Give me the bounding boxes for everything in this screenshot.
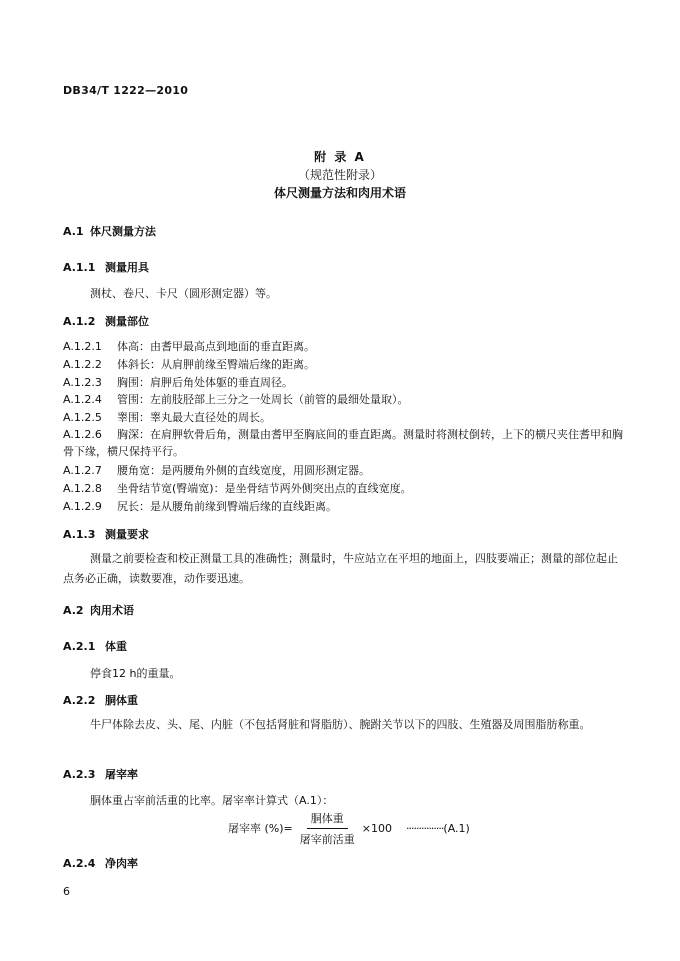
page-number: 6	[63, 885, 70, 898]
list-item	[63, 426, 623, 460]
subsection-title: 净肉率	[105, 857, 138, 870]
item-text: 睾围：睾丸最大直径处的周长。	[117, 411, 271, 424]
subsection-a11-heading	[63, 259, 149, 275]
subsection-number: A.2.2	[63, 694, 96, 707]
subsection-title: 测量部位	[105, 315, 149, 328]
subsection-a24-heading	[63, 855, 138, 871]
item-number: A.1.2.7	[63, 464, 102, 477]
paragraph-a11: 测杖、卷尺、卡尺（圆形测定器）等。	[90, 287, 277, 300]
item-text: 体高：由耆甲最高点到地面的垂直距离。	[117, 340, 315, 353]
subsection-number: A.2.3	[63, 768, 96, 781]
subsection-title: 体重	[105, 640, 127, 653]
section-title: 肉用术语	[90, 604, 134, 617]
document-code: DB34/T 1222—2010	[63, 84, 189, 97]
subsection-title: 测量要求	[105, 528, 149, 541]
section-number: A.1	[63, 225, 84, 238]
subsection-number: A.1.3	[63, 528, 96, 541]
paragraph-a22: 牛尸体除去皮、头、尾、内脏（不包括肾脏和肾脂肪）、腕跗关节以下的四肢、生殖器及周围脂肪称重。	[90, 718, 591, 731]
item-number: A.1.2.9	[63, 500, 102, 513]
item-text: 坐骨结节宽(臀端宽)：是坐骨结节两外侧突出点的直线宽度。	[117, 482, 412, 495]
item-text: 管围：左前肢胫部上三分之一处周长（前管的最细处量取）。	[117, 393, 409, 406]
appendix-subtitle: 体尺测量方法和肉用术语	[273, 186, 406, 200]
subsection-a13-heading	[63, 526, 149, 542]
subsection-a22-heading	[63, 692, 138, 708]
item-number: A.1.2.8	[63, 482, 102, 495]
subsection-a23-heading	[63, 766, 138, 782]
item-text: 体斜长：从肩胛前缘至臀端后缘的距离。	[117, 358, 315, 371]
item-number: A.1.2.5	[63, 411, 102, 424]
appendix-title: 附 录 A	[314, 150, 366, 164]
paragraph-a21: 停食12 h的重量。	[90, 667, 181, 680]
list-item	[63, 338, 315, 354]
formula-label: (A.1)	[443, 821, 470, 835]
formula-leader-dots: ···············	[405, 821, 444, 835]
subsection-title: 屠宰率	[105, 768, 138, 781]
list-item	[63, 374, 293, 390]
subsection-a21-heading	[63, 638, 127, 654]
subsection-title: 测量用具	[105, 261, 149, 274]
list-item	[63, 391, 409, 407]
item-text: 胸围：肩胛后角处体躯的垂直周径。	[117, 376, 293, 389]
paragraph-a13: 测量之前要检查和校正测量工具的准确性；测量时，牛应站立在平坦的地面上，四肢要端正；测量的部位起止点务必正确，读数要准，动作要迅速。	[63, 552, 618, 585]
list-item	[63, 498, 337, 514]
paragraph-a23: 胴体重占宰前活重的比率。屠宰率计算式（A.1）：	[90, 794, 334, 807]
formula-denominator: 屠宰前活重	[299, 832, 355, 846]
item-text: 腰角宽：是两腰角外侧的直线宽度，用圆形测定器。	[117, 464, 370, 477]
list-item	[63, 409, 271, 425]
item-text: 尻长：是从腰角前缘到臀端后缘的直线距离。	[117, 500, 337, 513]
subsection-a12-heading	[63, 313, 149, 329]
item-number: A.1.2.3	[63, 376, 102, 389]
item-number: A.1.2.4	[63, 393, 102, 406]
subsection-title: 胴体重	[105, 694, 138, 707]
section-number: A.2	[63, 604, 84, 617]
list-item	[63, 480, 412, 496]
formula-lhs: 屠宰率 (%)=	[228, 822, 293, 835]
subsection-number: A.2.1	[63, 640, 96, 653]
formula-numerator: 胴体重	[307, 810, 348, 829]
section-a2-heading	[63, 602, 134, 618]
section-a1-heading	[63, 223, 156, 239]
list-item	[63, 356, 315, 372]
item-number: A.1.2.6	[63, 428, 102, 441]
list-item	[63, 462, 370, 478]
formula-multiplier: ×100	[361, 821, 392, 835]
subsection-number: A.1.1	[63, 261, 96, 274]
subsection-number: A.1.2	[63, 315, 96, 328]
formula-fraction	[296, 810, 359, 847]
subsection-number: A.2.4	[63, 857, 96, 870]
appendix-type: （规范性附录）	[297, 168, 382, 182]
item-text: 胸深：在肩胛软骨后角，测量由耆甲至胸底间的垂直距离。测量时将测杖倒转，上下的横尺夹住耆甲和胸骨下缘，横尺保持平行。	[63, 428, 623, 458]
item-number: A.1.2.1	[63, 340, 102, 353]
item-number: A.1.2.2	[63, 358, 102, 371]
section-title: 体尺测量方法	[90, 225, 156, 238]
formula-a1	[228, 811, 470, 845]
